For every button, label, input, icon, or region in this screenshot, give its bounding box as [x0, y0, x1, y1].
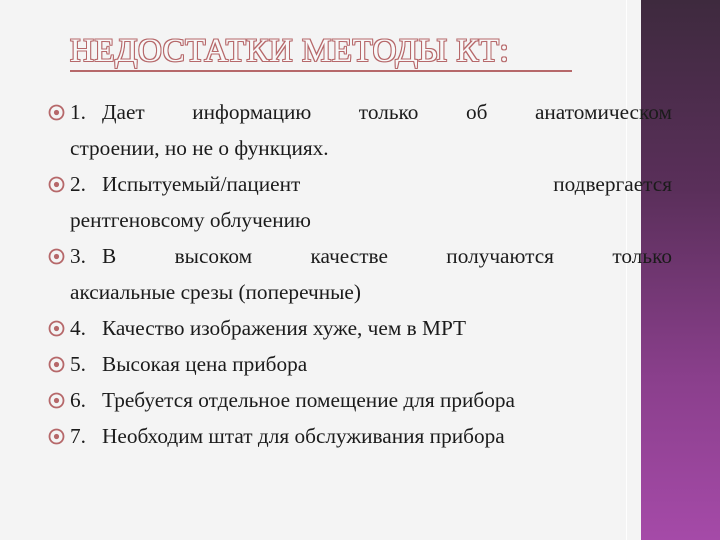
item-text: Испытуемый/пациент подвергается [102, 172, 672, 196]
item-number: 3. [70, 244, 86, 268]
item-text: Необходим штат для обслуживания прибора [102, 424, 505, 448]
target-bullet-icon [48, 346, 66, 382]
title-underline [70, 70, 572, 72]
list-item [48, 166, 672, 238]
item-text: Требуется отдельное помещение для прибора [102, 388, 515, 412]
list-item [48, 238, 672, 310]
item-text-continued: строении, но не о функциях. [70, 136, 329, 160]
target-bullet-icon [48, 310, 66, 346]
list-item [48, 346, 672, 382]
item-text: Высокая цена прибора [102, 352, 308, 376]
slide-title: НЕДОСТАТКИ МЕТОДЫ КТ: [70, 33, 510, 69]
list-item [48, 94, 672, 166]
list-item [48, 382, 672, 418]
item-text: В высоком качестве получаются только [102, 244, 672, 268]
item-text: Качество изображения хуже, чем в МРТ [102, 316, 467, 340]
target-bullet-icon [48, 238, 66, 274]
item-number: 6. [70, 388, 86, 412]
target-bullet-icon [48, 382, 66, 418]
target-bullet-icon [48, 166, 66, 202]
list-item [48, 310, 672, 346]
item-text-continued: аксиальные срезы (поперечные) [70, 280, 361, 304]
item-number: 7. [70, 424, 86, 448]
disadvantages-list [48, 94, 672, 454]
item-text-continued: рентгеновсому облучению [70, 208, 311, 232]
target-bullet-icon [48, 418, 66, 454]
item-number: 2. [70, 172, 86, 196]
target-bullet-icon [48, 94, 66, 130]
item-number: 4. [70, 316, 86, 340]
list-item [48, 418, 672, 454]
item-text: Дает информацию только об анатомическом [102, 100, 672, 124]
item-number: 5. [70, 352, 86, 376]
item-number: 1. [70, 100, 86, 124]
